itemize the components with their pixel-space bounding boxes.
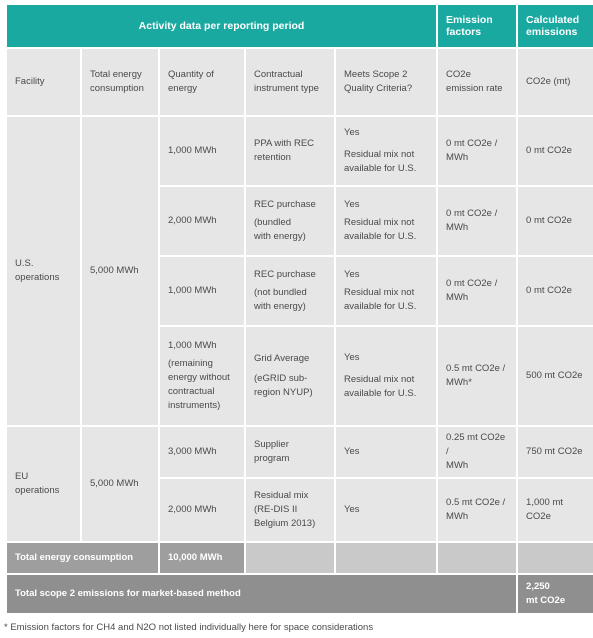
ef-cell: [438, 187, 516, 255]
instrument-line: Grid Average: [254, 353, 310, 364]
total-energy-label: Total energy consumption: [7, 543, 158, 573]
ef-line: MWh: [446, 460, 469, 471]
col-mt: CO2e (mt): [518, 49, 593, 115]
ef-line: MWh*: [446, 377, 472, 388]
criteria-yes: Yes: [344, 127, 360, 138]
calc-cell: 500 mt CO2e: [518, 327, 593, 425]
instrument-line: (bundled: [254, 217, 291, 228]
table-row: [7, 117, 593, 185]
criteria-cell: [336, 327, 436, 425]
column-header-row: [7, 49, 593, 115]
col-rate-line1: CO2e: [446, 69, 471, 80]
criteria-cell: [336, 187, 436, 255]
ef-cell: [438, 117, 516, 185]
instrument-cell: [246, 187, 334, 255]
us-facility: U.S. operations: [7, 117, 80, 425]
qty-cell: 2,000 MWh: [160, 187, 244, 255]
total-energy-row: [7, 543, 593, 573]
instrument-cell: Residual mix (RE-DIS II Belgium 2013): [246, 479, 334, 541]
total-scope2-row: [7, 575, 593, 613]
calc-cell: 0 mt CO2e: [518, 117, 593, 185]
instrument-line: with energy): [254, 231, 306, 242]
col-rate: [438, 49, 516, 115]
criteria-cell: [336, 117, 436, 185]
criteria-line: available for U.S.: [344, 163, 417, 174]
ef-line: 0 mt CO2e /: [446, 208, 498, 219]
criteria-line: available for U.S.: [344, 231, 417, 242]
ef-line: 0 mt CO2e /: [446, 138, 498, 149]
col-total-energy: Total energy consumption: [82, 49, 158, 115]
calc-cell: 750 mt CO2e: [518, 427, 593, 477]
activity-header: Activity data per reporting period: [7, 5, 436, 47]
criteria-line: available for U.S.: [344, 388, 417, 399]
total-scope2-label: Total scope 2 emissions for market-based method: [7, 575, 516, 613]
criteria-cell: Yes: [336, 427, 436, 477]
ef-line: MWh: [446, 511, 469, 522]
emissions-table-container: [5, 3, 588, 615]
instrument-cell: Supplier program: [246, 427, 334, 477]
eu-facility: EU operations: [7, 427, 80, 541]
instrument-cell: [246, 117, 334, 185]
footnote: * Emission factors for CH4 and N2O not listed individually here for space considerations: [4, 622, 374, 633]
table-row: [7, 427, 593, 477]
criteria-cell: Yes: [336, 479, 436, 541]
criteria-yes: Yes: [344, 269, 360, 280]
calc-cell: 0 mt CO2e: [518, 187, 593, 255]
criteria-line: Residual mix not: [344, 287, 415, 298]
ef-cell: [438, 257, 516, 325]
emission-factors-header: Emission factors: [438, 5, 516, 47]
instrument-line: retention: [254, 152, 291, 163]
criteria-line: available for U.S.: [344, 301, 417, 312]
instrument-line: REC purchase: [254, 269, 316, 280]
ef-line: MWh: [446, 292, 469, 303]
qty-line: (remaining energy without contractual instruments): [168, 358, 230, 411]
col-criteria: Meets Scope 2 Quality Criteria?: [336, 49, 436, 115]
ef-line: 0.5 mt CO2e /: [446, 363, 506, 374]
calc-line: CO2e: [526, 511, 551, 522]
instrument-cell: [246, 327, 334, 425]
criteria-line: Residual mix not: [344, 149, 415, 160]
instrument-line: PPA with REC: [254, 138, 315, 149]
ef-cell: [438, 427, 516, 477]
ef-cell: [438, 327, 516, 425]
instrument-cell: [246, 257, 334, 325]
empty-cell: [518, 543, 593, 573]
calc-line: 1,000 mt: [526, 497, 563, 508]
col-instrument: Contractual instrument type: [246, 49, 334, 115]
criteria-yes: Yes: [344, 199, 360, 210]
eu-total: 5,000 MWh: [82, 427, 158, 541]
qty-cell: 2,000 MWh: [160, 479, 244, 541]
col-rate-line2: emission rate: [446, 83, 503, 94]
total-scope2-unit: mt CO2e: [526, 595, 566, 606]
instrument-line: (eGRID sub-region NYUP): [254, 373, 313, 398]
col-quantity: Quantity of energy: [160, 49, 244, 115]
criteria-line: Residual mix not: [344, 374, 415, 385]
criteria-yes: Yes: [344, 352, 360, 363]
calc-cell: 0 mt CO2e: [518, 257, 593, 325]
empty-cell: [246, 543, 334, 573]
header-row: [7, 5, 593, 47]
us-total: 5,000 MWh: [82, 117, 158, 425]
ef-line: 0 mt CO2e /: [446, 278, 498, 289]
calculated-emissions-header: Calculated emissions: [518, 5, 593, 47]
empty-cell: [336, 543, 436, 573]
instrument-line: with energy): [254, 301, 306, 312]
qty-cell: 1,000 MWh: [160, 257, 244, 325]
qty-cell: 3,000 MWh: [160, 427, 244, 477]
ef-line: 0.5 mt CO2e /: [446, 497, 506, 508]
criteria-line: Residual mix not: [344, 217, 415, 228]
empty-cell: [438, 543, 516, 573]
calc-cell: [518, 479, 593, 541]
ef-line: MWh: [446, 222, 469, 233]
qty-cell: [160, 327, 244, 425]
qty-line: 1,000 MWh: [168, 340, 217, 351]
criteria-cell: [336, 257, 436, 325]
total-scope2-value: [518, 575, 593, 613]
total-energy-value: 10,000 MWh: [160, 543, 244, 573]
ef-cell: [438, 479, 516, 541]
qty-cell: 1,000 MWh: [160, 117, 244, 185]
total-scope2-number: 2,250: [526, 581, 550, 592]
col-facility: Facility: [7, 49, 80, 115]
emissions-table: [5, 3, 593, 615]
ef-line: 0.25 mt CO2e /: [446, 432, 506, 457]
instrument-line: REC purchase: [254, 199, 316, 210]
ef-line: MWh: [446, 152, 469, 163]
instrument-line: (not bundled: [254, 287, 307, 298]
